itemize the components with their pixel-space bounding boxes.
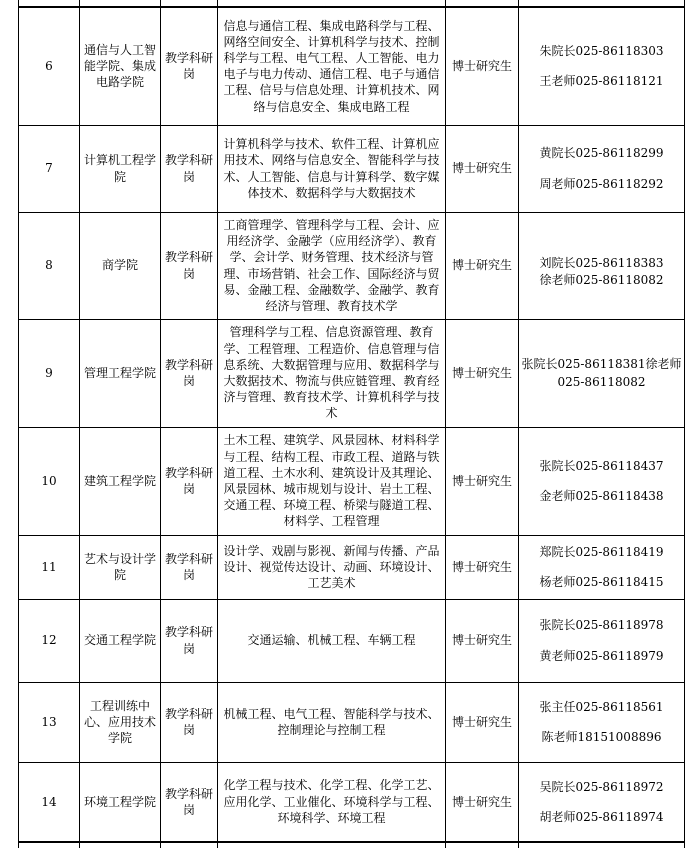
table-row (19, 535, 685, 599)
contact-line: 朱院长025-86118303 (539, 44, 664, 59)
table-row (19, 682, 685, 762)
contact-line: 郑院长025-86118419 (539, 544, 664, 559)
contact-cell (519, 682, 685, 762)
row-number-cell: 13 (19, 682, 80, 762)
empty-cell (80, 0, 161, 7)
contact-line: 徐老师025-86118082 (539, 273, 664, 287)
recruitment-table (18, 0, 685, 848)
contact-cell (519, 427, 685, 535)
row-number-cell: 8 (19, 212, 80, 319)
empty-cell (446, 0, 519, 7)
degree-cell: 博士研究生 (446, 7, 519, 125)
empty-cell (446, 842, 519, 848)
position-cell: 教学科研岗 (161, 212, 218, 319)
table-row (19, 319, 685, 427)
row-number-cell: 14 (19, 762, 80, 842)
degree-cell: 博士研究生 (446, 762, 519, 842)
position-cell: 教学科研岗 (161, 427, 218, 535)
row-number-cell: 10 (19, 427, 80, 535)
majors-cell: 信息与通信工程、集成电路科学与工程、网络空间安全、计算机科学与技术、控制科学与工程、电气工程、人工智能、电力电子与电力传动、通信工程、电子与通信工程、信号与信息处理、计算机技术、网络与信息安全、集成电路工程 (218, 7, 446, 125)
college-cell: 环境工程学院 (80, 762, 161, 842)
empty-cell (161, 0, 218, 7)
empty-cell (218, 0, 446, 7)
contact-lines (519, 145, 684, 191)
college-cell: 艺术与设计学院 (80, 535, 161, 599)
majors-cell: 交通运输、机械工程、车辆工程 (218, 599, 446, 682)
empty-cell (519, 842, 685, 848)
position-cell: 教学科研岗 (161, 7, 218, 125)
degree-cell: 博士研究生 (446, 682, 519, 762)
empty-cell (519, 0, 685, 7)
contact-lines (519, 43, 684, 89)
empty-cell (19, 842, 80, 848)
table-row (19, 427, 685, 535)
empty-cell (80, 842, 161, 848)
row-number-cell: 11 (19, 535, 80, 599)
row-number-cell: 7 (19, 125, 80, 212)
table-row-partial-bottom (19, 842, 685, 848)
college-cell: 通信与人工智能学院、集成电路学院 (80, 7, 161, 125)
majors-cell: 管理科学与工程、信息资源管理、教育学、工程管理、工程造价、信息管理与信息系统、大数据管理与应用、数据科学与大数据技术、物流与供应链管理、教育经济与管理、教育技术学、计算机科学与技术 (218, 319, 446, 427)
table-row (19, 7, 685, 125)
row-number-cell: 12 (19, 599, 80, 682)
position-cell: 教学科研岗 (161, 125, 218, 212)
degree-cell: 博士研究生 (446, 427, 519, 535)
contact-cell (519, 212, 685, 319)
table-row-partial-top (19, 0, 685, 7)
contact-lines (519, 544, 684, 590)
contact-line: 杨老师025-86118415 (539, 575, 664, 589)
college-cell: 交通工程学院 (80, 599, 161, 682)
row-number-cell: 9 (19, 319, 80, 427)
contact-line: 胡老师025-86118974 (539, 809, 664, 824)
majors-cell: 土木工程、建筑学、风景园林、材料科学与工程、结构工程、市政工程、道路与铁道工程、土木水利、建筑设计及其理论、风景园林、城市规划与设计、岩土工程、交通工程、环境工程、桥梁与隧道工程、材料学、工程管理 (218, 427, 446, 535)
table-row (19, 212, 685, 319)
contact-line: 025-86118082 (557, 374, 646, 389)
empty-cell (19, 0, 80, 7)
empty-cell (218, 842, 446, 848)
table-row (19, 125, 685, 212)
contact-line: 张院长025-86118437 (539, 458, 664, 473)
majors-cell: 设计学、戏剧与影视、新闻与传播、产品设计、视觉传达设计、动画、环境设计、工艺美术 (218, 535, 446, 599)
contact-line: 王老师025-86118121 (539, 74, 664, 89)
contact-lines (519, 617, 684, 663)
college-cell: 商学院 (80, 212, 161, 319)
empty-cell (161, 842, 218, 848)
contact-cell (519, 125, 685, 212)
college-cell: 建筑工程学院 (80, 427, 161, 535)
contact-line: 张主任025-86118561 (539, 699, 664, 714)
contact-line: 金老师025-86118438 (539, 489, 664, 503)
contact-line: 张院长025-86118381徐老师 (521, 357, 682, 372)
college-cell: 工程训练中心、应用技术学院 (80, 682, 161, 762)
contact-cell (519, 319, 685, 427)
degree-cell: 博士研究生 (446, 125, 519, 212)
position-cell: 教学科研岗 (161, 319, 218, 427)
position-cell: 教学科研岗 (161, 682, 218, 762)
degree-cell: 博士研究生 (446, 599, 519, 682)
degree-cell: 博士研究生 (446, 535, 519, 599)
table-row (19, 762, 685, 842)
contact-lines (519, 243, 684, 288)
degree-cell: 博士研究生 (446, 319, 519, 427)
majors-cell: 工商管理学、管理科学与工程、会计、应用经济学、金融学（应用经济学）、教育学、会计学、财务管理、技术经济与管理、市场营销、社会工作、国际经济与贸易、金融工程、金融数学、金融学、教育经济与管理、教育技术学 (218, 212, 446, 319)
contact-line: 吴院长025-86118972 (539, 779, 664, 794)
position-cell: 教学科研岗 (161, 599, 218, 682)
contact-lines (519, 779, 684, 825)
majors-cell: 计算机科学与技术、软件工程、计算机应用技术、网络与信息安全、智能科学与技术、人工智能、信息与计算科学、数字媒体技术、数据科学与大数据技术 (218, 125, 446, 212)
contact-cell (519, 762, 685, 842)
contact-cell (519, 7, 685, 125)
table-row (19, 599, 685, 682)
college-cell: 管理工程学院 (80, 319, 161, 427)
contact-line: 周老师025-86118292 (539, 176, 664, 191)
contact-lines (519, 699, 684, 745)
contact-line: 刘院长025-86118383 (539, 255, 664, 270)
degree-cell: 博士研究生 (446, 212, 519, 319)
contact-cell (519, 599, 685, 682)
contact-lines (519, 356, 684, 389)
contact-line: 黄老师025-86118979 (539, 648, 664, 663)
position-cell: 教学科研岗 (161, 535, 218, 599)
position-cell: 教学科研岗 (161, 762, 218, 842)
majors-cell: 化学工程与技术、化学工程、化学工艺、应用化学、工业催化、环境科学与工程、环境科学、环境工程 (218, 762, 446, 842)
contact-lines (519, 458, 684, 504)
contact-line: 黄院长025-86118299 (539, 146, 664, 161)
contact-cell (519, 535, 685, 599)
college-cell: 计算机工程学院 (80, 125, 161, 212)
contact-line: 张院长025-86118978 (539, 618, 664, 633)
majors-cell: 机械工程、电气工程、智能科学与技术、控制理论与控制工程 (218, 682, 446, 762)
row-number-cell: 6 (19, 7, 80, 125)
contact-line: 陈老师18151008896 (541, 730, 662, 744)
